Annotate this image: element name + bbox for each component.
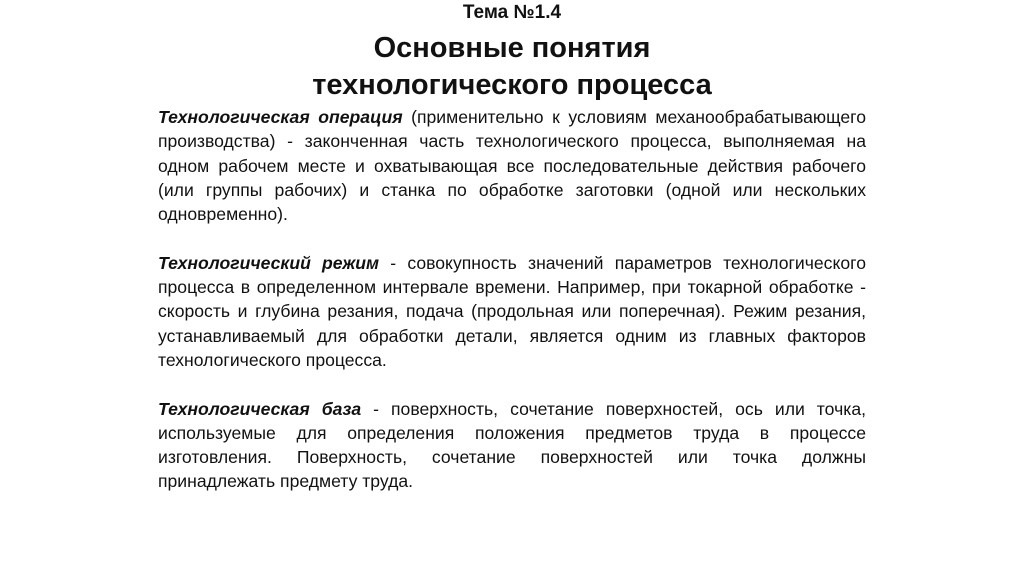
term-mode: Технологический режим — [158, 252, 380, 273]
topic-label: Тема №1.4 — [462, 2, 562, 23]
definition-mode — [158, 251, 866, 372]
definition-operation-text: (применительно к условиям механообрабатывающего производства) - законченная часть технологического процесса, выполняемая на одном рабочем месте и охватывающая все последовательные действия рабочего (или группы рабочих) и станка по обработке заготовки (одной или нескольких одновременно). — [158, 107, 866, 225]
slide-title — [0, 30, 1024, 104]
definitions-body — [158, 105, 866, 518]
term-operation: Технологическая операция — [158, 107, 403, 127]
definition-mode-text: - совокупность значений параметров технологического процесса в определенном интервале времени. Например, при токарной обработке - скорость и глубина резания, подача (продольная или поперечная). Режим резания, устанавливаемый для обработки детали, является одним из главных факторов технологического процесса. — [158, 252, 866, 370]
term-base: Технологическая база — [158, 398, 362, 419]
slide-title-line-2: технологического процесса — [312, 69, 712, 101]
slide-title-line-1: Основные понятия — [373, 32, 651, 64]
definition-base — [158, 397, 866, 494]
definition-base-text: - поверхность, сочетание поверхностей, ось или точка, используемые для определения положения предметов труда в процессе изготовления. Поверхность, сочетание поверхностей или точка должны принадлежать предмету труда. — [158, 398, 866, 492]
definition-operation — [158, 105, 866, 226]
